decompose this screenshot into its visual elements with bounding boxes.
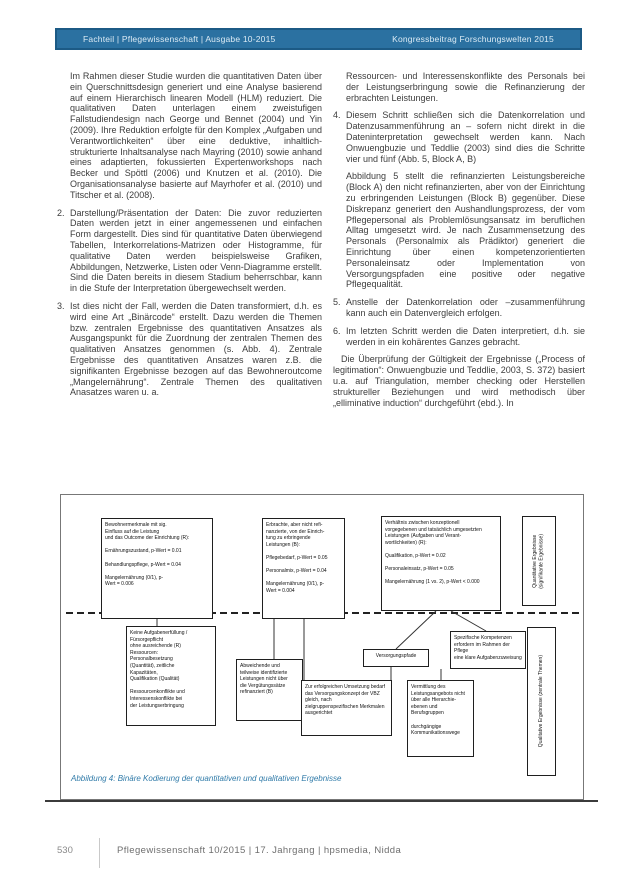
figure-4-frame [60, 494, 584, 800]
diagram-label-qualitative-results [527, 627, 556, 776]
numbered-item-6 [333, 326, 585, 348]
numbered-item-3 [57, 301, 322, 398]
paragraph-text: Ist dies nicht der Fall, werden die Daten transformiert, d.h. es wird eine Art „Binärcode“ erstellt. Dazu werden die Themen bzw. zentralen Ergebnisse des quantitativen Ansatzes als Ausgangspunkt für die Zuordnung der zentralen Themen des qualitativen Ansatzes genommen (s. Abb. 4). Zentrale Ergebnisse des quantitativen Ansatzes waren z.B. die signifikanten Ergebnisse bezogen auf das Bewohneroutcome „Mangelernährung“. Zentrale Themen des qualitativen Anasatzes waren u. a. [70, 300, 322, 398]
page-number: 530 [57, 845, 73, 856]
paragraph-abbildung5 [333, 171, 585, 290]
numbered-item-2 [57, 208, 322, 294]
left-column [57, 71, 322, 415]
paragraph-study-methods [57, 71, 322, 201]
list-number: 4. [333, 110, 341, 121]
diagram-box-communication-paths: Vermittlung des Leistungsangebots nicht über alle Hierarchie- ebenen und Berufsgruppen durchgängige Kommunikationswege [407, 680, 474, 757]
right-column [333, 71, 585, 415]
diagram-box-resource-conflicts: Keine Aufgabenerfüllung / Fürsorgepflicht ohne ausreichende (R) Ressourcen: Personalbesetzung (Quantität), zeitliche Kapazitäten, Qualifikation (Qualität) Ressourcenkonflikte und Interessenskonflikte bei der Leistungserbringung [126, 626, 216, 726]
diagram-box-care-pathways: Versorgungspfade [363, 649, 429, 667]
paragraph-text: Im letzten Schritt werden die Daten interpretiert, d.h. sie werden in ein kohärentes Ganzes gebracht. [346, 325, 585, 347]
paragraph-text: Darstellung/Präsentation der Daten: Die zuvor reduzierten Daten werden jetzt in einer angemessenen und einfachen Form dargestellt. Dies sind für quantitative Daten überwiegend Tabellen, Interkorrelations-Matrizen oder Histogramme, für qualitative Daten werden beispielsweise Grafiken, Abbildungen, Netzwerke, Listen oder Venn-Diagramme erstellt. Sind die Daten bereits in diesem Stadium beherrschbar, kann in die Stufe der Interpretation übergewechselt werden. [70, 207, 322, 294]
footer-rule [45, 800, 598, 802]
list-number: 5. [333, 297, 341, 308]
diagram-box-nonrefinanced-services: Abweichende und teilweise identifizierte Leistungen nicht über die Vergütungssätze refinanziert (B) [236, 659, 303, 721]
diagram-box-quantitative-outcome: Bewohnermerkmale mit sig. Einfluss auf die Leistung und das Outcome der Einrichtung (R): Ernährungszustand, p-Wert = 0.01 Behandlungspflege, p-Wert = 0.04 Mangelernährung (0/1), p- Wert = 0.006 [101, 518, 213, 619]
paragraph-text: Die Überprüfung der Gültigkeit der Ergebnisse („Process of legitimation“: Onwuengbuzie und Teddlie, 2003, S. 372) basiert u.a. auf Triangulation, member checking oder Herstellen struktureller Beziehungen und wird methodisch über „elliminative induction“ durchgeführt (ebd.). In [333, 354, 585, 408]
list-number [333, 171, 346, 290]
paragraph-text: Diesem Schritt schließen sich die Datenkorrelation und Datenzusammenführung an – sofern nicht direkt in die Dateninterpretation gewechselt werden kann. Nach Onwuengbuzie und Teddlie (2003) sind dies die Schritte vier und fünf (Abb. 5, Block A, B) [346, 110, 585, 164]
numbered-item-5 [333, 297, 585, 319]
figure-caption: Abbildung 4: Binäre Kodierung der quantitativen und qualitativen Ergebnisse [71, 774, 342, 783]
diagram-box-nonrefinanced-results: Erbrachte, aber nicht refi- nanzierte, von der Einrich- tung zu erbringende Leistungen (B): Pflegebedarf, p-Wert = 0.05 Personalmix, p-Wert = 0.04 Mangelernährung (0/1), p- Wert = 0.004 [262, 518, 345, 619]
diagram-box-pathway-implementation: Zur erfolgreichen Umsetzung bedarf das Versorgungskonzept der VBZ gleich, nach zielgruppenspezifischen Merkmalen ausgerichtet [301, 680, 392, 736]
paragraph-continuation [333, 71, 585, 103]
paragraph-text: Ressourcen- und Interessenskonflikte des Personals bei der Leistungserbringung sowie die Refinanzierung der erbrachten Leistungen. [346, 71, 585, 103]
header-congress-label: Kongressbeitrag Forschungswelten 2015 [392, 34, 554, 44]
page-header-bar [55, 28, 582, 50]
list-number: 3. [57, 300, 65, 311]
footer-journal-line: Pflegewissenschaft 10/2015 | 17. Jahrgang | hpsmedia, Nidda [117, 845, 402, 856]
paragraph-legitimation [333, 354, 585, 408]
list-number [57, 71, 70, 201]
vertical-label-text: Qualitative Ergebnisse (zentrale Themen) [538, 655, 545, 748]
list-number: 2. [57, 207, 65, 218]
paragraph-text: Abbildung 5 stellt die refinanzierten Leistungsbereiche (Block A) den nicht refinanzierten, aber von der Einrichtung zu erbringenden Leistungen (Block B) gegenüber. Diese Diskrepanz generiert den Aushandlungsprozess, der vom Pflegepersonal als Problemlösungsansatz im beruflichen Alltag umgesetzt wird. Je nach Zusammensetzung des Personals (Personalmix als Prädiktor) generiert die Einrichtung über einen kompetenzorientierten Personaleinsatz oder Implementation von Versorgungspfaden eine positive oder negative Pflegequalität. [346, 171, 585, 290]
paragraph-text: Im Rahmen dieser Studie wurden die quantitativen Daten über ein Querschnittsdesign generiert und eine Analyse basierend auf einem Hierarchisch linearen Modell (HLM) reduziert. Die qualitativen Daten unterlagen einem zweistufigen Fallstudiendesign nach George und Bennet (2004) und Yin (2009). Ihre Reduktion erfolgte für den Komplex „Aufgaben und Verantwortlichkeiten“ über eine deduktive, inhaltlich-strukturierte Inhaltsanalyse nach Mayring (2010) sowie anhand eines adaptierten, fokussierten Expertenworkshops nach Becker und Spöttl (2006) und Knutzen et al. (2010). Die Organisationsanalyse basierte auf Mayrhofer et al. (2010) und Titscher et al. (2008). [70, 71, 322, 200]
list-number [333, 71, 346, 103]
header-section-label: Fachteil | Pflegewissenschaft | Ausgabe 10-2015 [83, 34, 276, 44]
body-text-columns [57, 71, 585, 415]
diagram-box-specific-competencies: Spezifische Kompetenzen erfordern im Rahmen der Pflege eine klare Aufgabenzuweisung [450, 631, 526, 669]
footer-divider [99, 838, 100, 868]
diagram-label-quantitative-results [522, 516, 556, 606]
vertical-label-text: Quantitative Ergebnisse (signifikante Ergebnisse) [532, 533, 545, 589]
diagram-box-task-relation: Verhältnis zwischen konzeptionell vorgegebenen und tatsächlich umgesetzten Leistungen (Aufgaben und Verant- wortlichkeiten) (R): Qualifikation, p-Wert = 0.02 Personaleinsatz, p-Wert = 0.05 Mangelernährung (1 vs. 2), p-Wert < 0.000 [381, 516, 501, 611]
numbered-item-4 [333, 110, 585, 164]
paragraph-text: Anstelle der Datenkorrelation oder –zusammenführung kann auch ein Datenvergleich erfolgen. [346, 297, 585, 318]
list-number: 6. [333, 325, 341, 336]
